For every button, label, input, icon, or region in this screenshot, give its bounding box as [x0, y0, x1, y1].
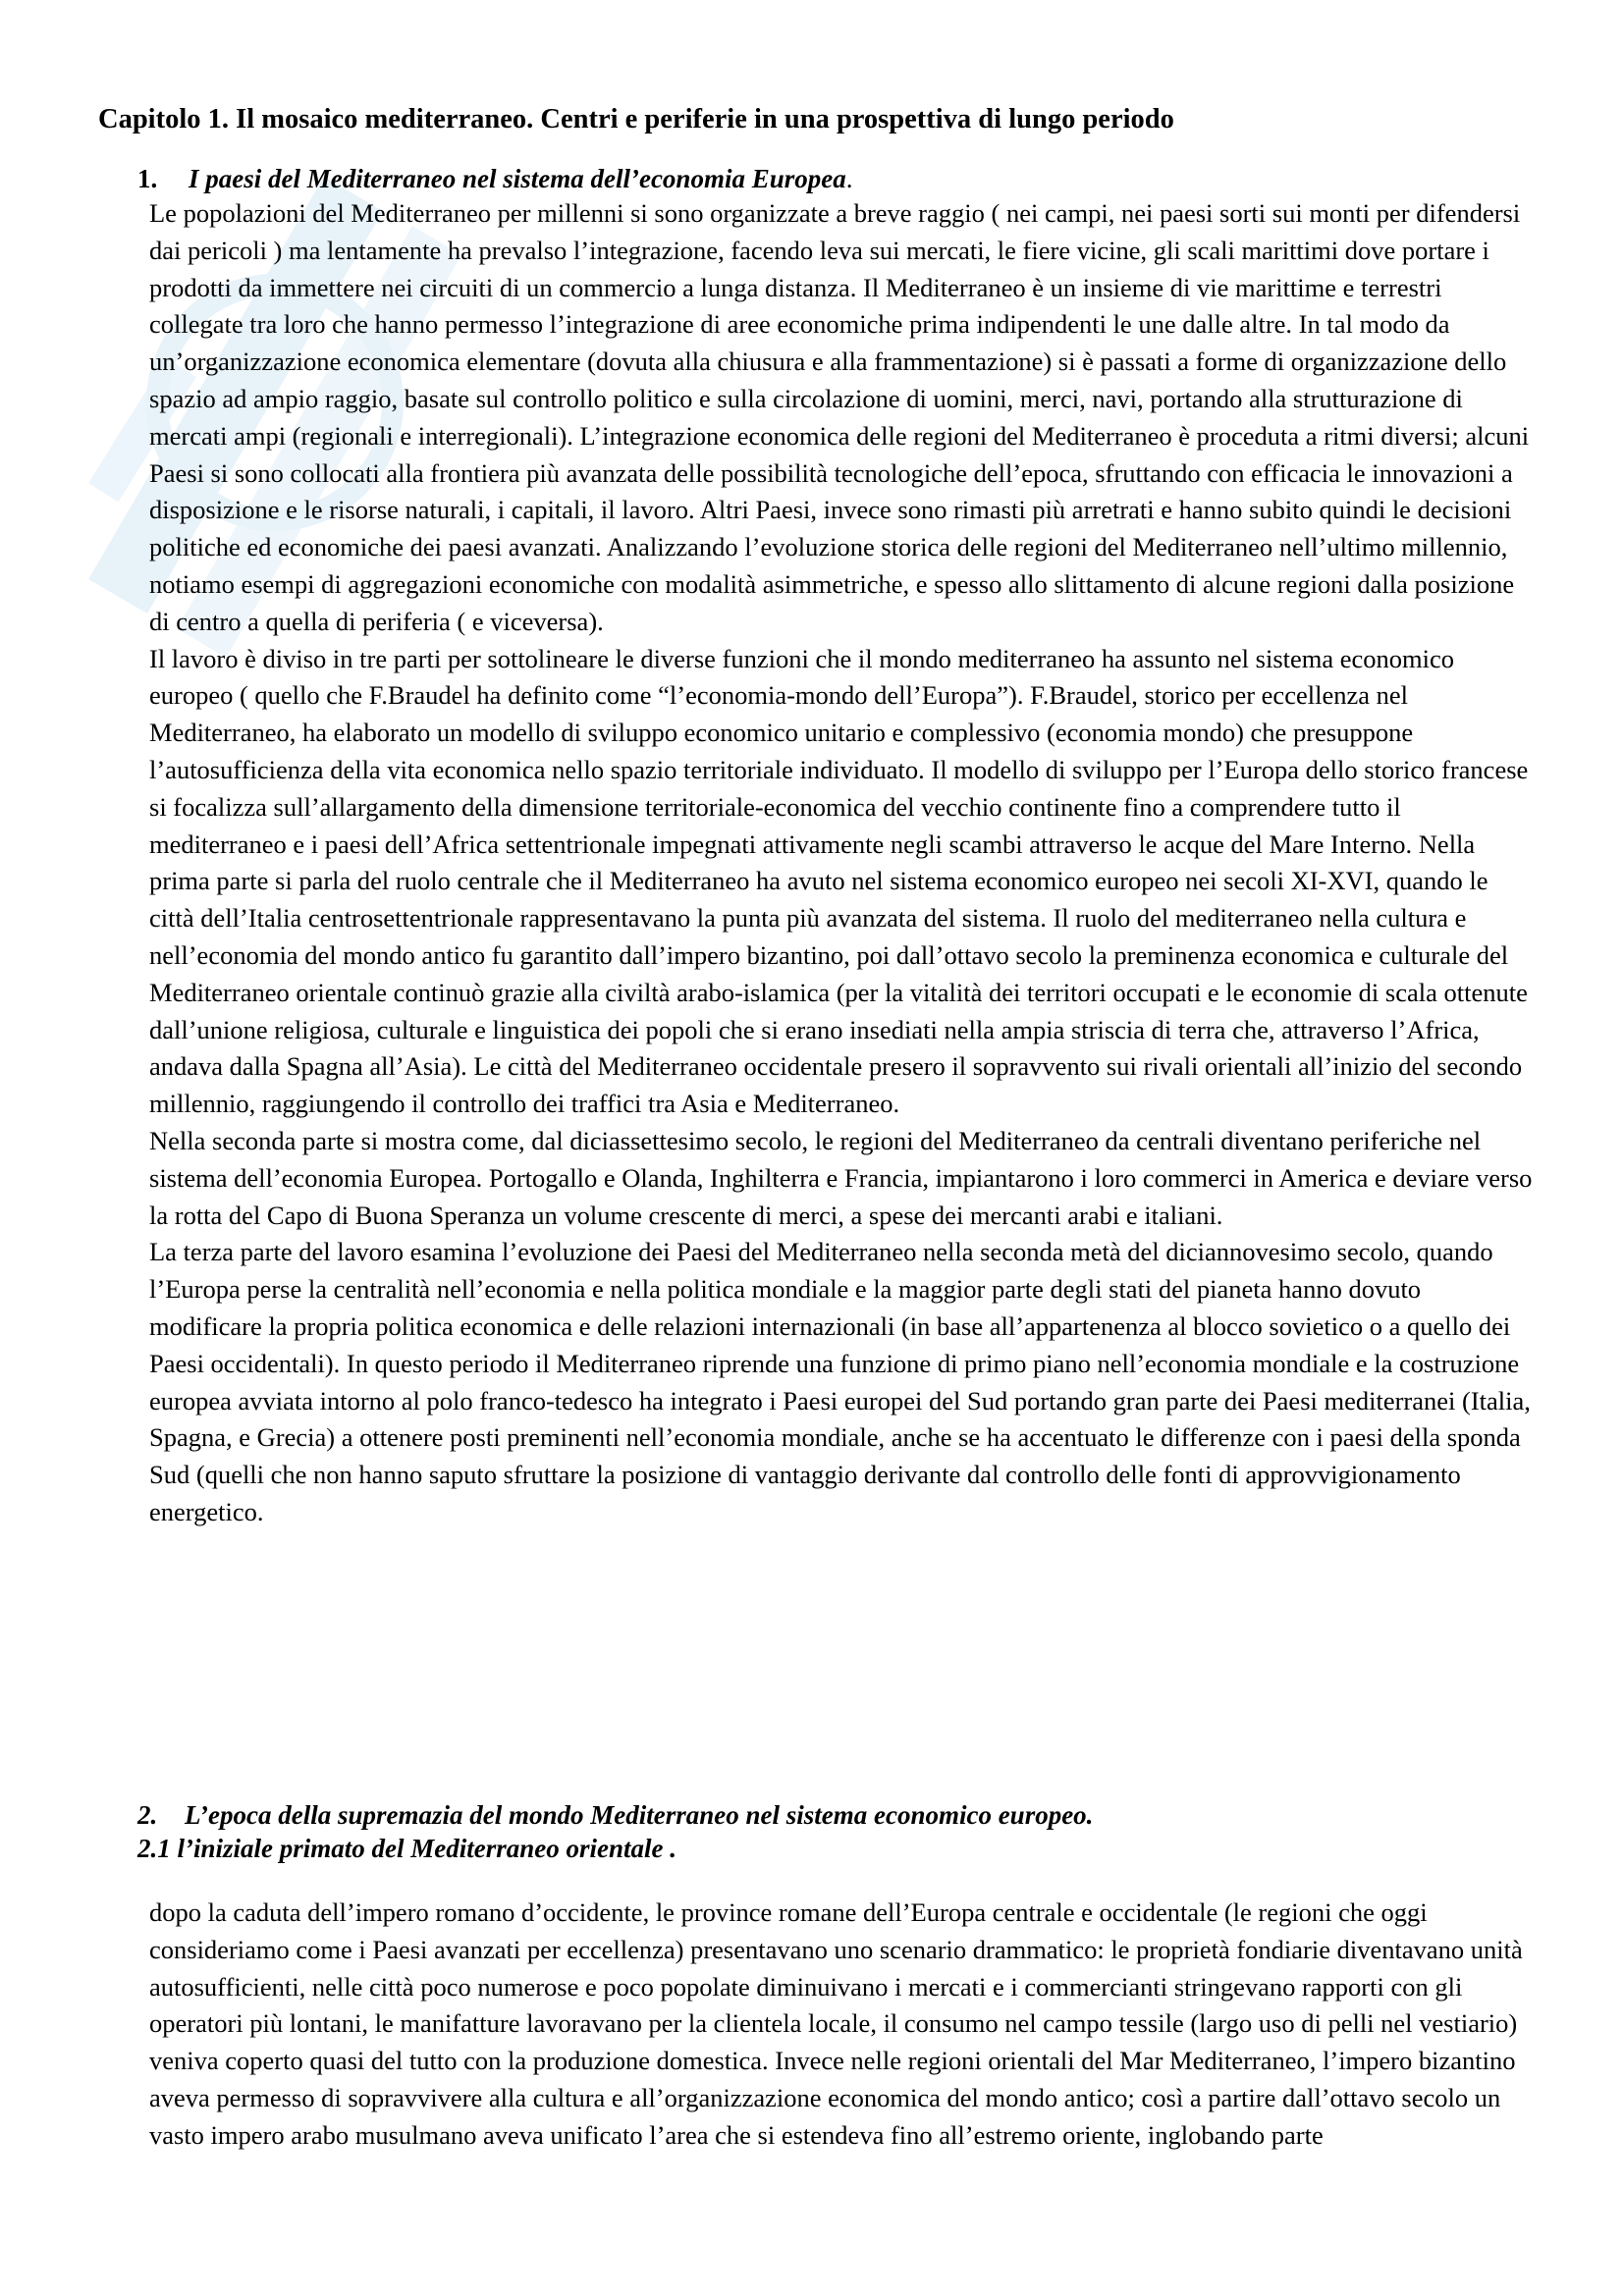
chapter-title: Capitolo 1. Il mosaico mediterraneo. Centri e periferie in una prospettiva di lungo periodo	[98, 104, 1174, 134]
section-1-title-period: .	[845, 164, 853, 193]
section-2-1-heading: 2.1 l’iniziale primato del Mediterraneo orientale .	[137, 1834, 676, 1863]
body-paragraph: Le popolazioni del Mediterraneo per millenni si sono organizzate a breve raggio ( nei campi, nei paesi sorti sui monti per difendersi dai pericoli ) ma lentamente ha prevalso l’integrazione, facendo leva sui mercati, le fiere vicine, gli scali marittimi dove portare i prodotti da immettere nei circuiti di un commercio a lunga distanza. Il Mediterraneo è un insieme di vie marittime e terrestri collegate tra loro che hanno permesso l’integrazione di aree economiche prima indipendenti le une dalle altre. In tal modo da un’organizzazione economica elementare (dovuta alla chiusura e alla frammentazione) si è passati a forme di organizzazione dello spazio ad ampio raggio, basate sul controllo politico e sulla circolazione di uomini, merci, navi, portando alla strutturazione di mercati ampi (regionali e interregionali). L’integrazione economica delle regioni del Mediterraneo è proceduta a ritmi diversi; alcuni Paesi si sono collocati alla frontiera più avanzata delle possibilità tecnologiche dell’epoca, sfruttando con efficacia le innovazioni a disposizione e le risorse naturali, i capitali, il lavoro. Altri Paesi, invece sono rimasti più arretrati e hanno subito quindi le decisioni politiche ed economiche dei paesi avanzati. Analizzando l’evoluzione storica delle regioni del Mediterraneo nell’ultimo millennio, notiamo esempi di aggregazioni economiche con modalità asimmetriche, e spesso allo slittamento di alcune regioni dalla posizione di centro a quella di periferia ( e viceversa).	[149, 198, 1530, 636]
section-1-title: I paesi del Mediterraneo nel sistema dell’economia Europea	[189, 164, 846, 193]
section-1-heading	[137, 162, 1551, 195]
body-paragraph: La terza parte del lavoro esamina l’evoluzione dei Paesi del Mediterraneo nella seconda metà del diciannovesimo secolo, quando l’Europa perse la centralità nell’economia e nella politica mondiale e la maggior parte degli stati del pianeta hanno dovuto modificare la propria politica economica e delle relazioni internazionali (in base all’appartenenza al blocco sovietico o a quello dei Paesi occidentali). In questo periodo il Mediterraneo riprende una funzione di primo piano nell’economia mondiale e la costruzione europea avviata intorno al polo franco-tedesco ha integrato i Paesi europei del Sud portando gran parte dei Paesi mediterranei (Italia, Spagna, e Grecia) a ottenere posti preminenti nell’economia mondiale, anche se ha accentuato le differenze con i paesi della sponda Sud (quelli che non hanno saputo sfruttare la posizione di vantaggio derivante dal controllo delle fonti di approvvigionamento energetico.	[149, 1237, 1531, 1526]
section-1-body	[149, 195, 1536, 1531]
body-paragraph: Il lavoro è diviso in tre parti per sottolineare le diverse funzioni che il mondo mediterraneo ha assunto nel sistema economico europeo ( quello che F.Braudel ha definito come “l’economia-mondo dell’Europa”). F.Braudel, storico per eccellenza nel Mediterraneo, ha elaborato un modello di sviluppo economico unitario e complessivo (economia mondo) che presuppone l’autosufficienza della vita economica nello spazio territoriale individuato. Il modello di sviluppo per l’Europa dello storico francese si focalizza sull’allargamento della dimensione territoriale-economica del vecchio continente fino a comprendere tutto il mediterraneo e i paesi dell’Africa settentrionale impegnati attivamente negli scambi attraverso le acque del Mare Interno. Nella prima parte si parla del ruolo centrale che il Mediterraneo ha avuto nel sistema economico europeo nei secoli XI-XVI, quando le città dell’Italia centrosettentrionale rappresentavano la punta più avanzata del sistema. Il ruolo del mediterraneo nella cultura e nell’economia del mondo antico fu garantito dall’impero bizantino, poi dall’ottavo secolo la preminenza economica e culturale del Mediterraneo orientale continuò grazie alla civiltà arabo-islamica (per la vitalità dei territori occupati e le economie di scala ottenute dall’unione religiosa, culturale e linguistica dei popoli che si erano insediati nella ampia striscia di terra che, attraverso l’Africa, andava dalla Spagna all’Asia). Le città del Mediterraneo occidentale presero il sopravvento sui rivali orientali all’inizio del secondo millennio, raggiungendo il controllo dei traffici tra Asia e Mediterraneo.	[149, 643, 1529, 1119]
section-1-number: 1.	[137, 164, 158, 193]
body-paragraph: dopo la caduta dell’impero romano d’occidente, le province romane dell’Europa centrale e occidentale (le regioni che oggi consideriamo come i Paesi avanzati per eccellenza) presentavano uno scenario drammatico: le proprietà fondiarie diventavano unità autosufficienti, nelle città poco numerose e poco popolate diminuivano i mercati e i commercianti stringevano rapporti con gli operatori più lontani, le manifatture lavoravano per la clientela locale, il consumo nel campo tessile (largo uso di pelli nel vestiario) veniva coperto quasi del tutto con la produzione domestica. Invece nelle regioni orientali del Mar Mediterraneo, l’impero bizantino aveva permesso di sopravvivere alla cultura e all’organizzazione economica del mondo antico; così a partire dall’ottavo secolo un vasto impero arabo musulmano aveva unificato l’area che si estendeva fino all’estremo oriente, inglobando parte	[149, 1897, 1523, 2150]
body-paragraph: Nella seconda parte si mostra come, dal diciassettesimo secolo, le regioni del Mediterraneo da centrali diventano periferiche nel sistema dell’economia Europea. Portogallo e Olanda, Inghilterra e Francia, impiantarono i loro commerci in America e deviare verso la rotta del Capo di Buona Speranza un volume crescente di merci, a spese dei mercanti arabi e italiani.	[149, 1125, 1533, 1230]
section-2-heading	[137, 1798, 1551, 1832]
section-2-title: L’epoca della supremazia del mondo Mediterraneo nel sistema economico europeo.	[185, 1800, 1094, 1830]
section-2-number: 2.	[137, 1800, 158, 1830]
section-2-1-body	[149, 1895, 1536, 2155]
